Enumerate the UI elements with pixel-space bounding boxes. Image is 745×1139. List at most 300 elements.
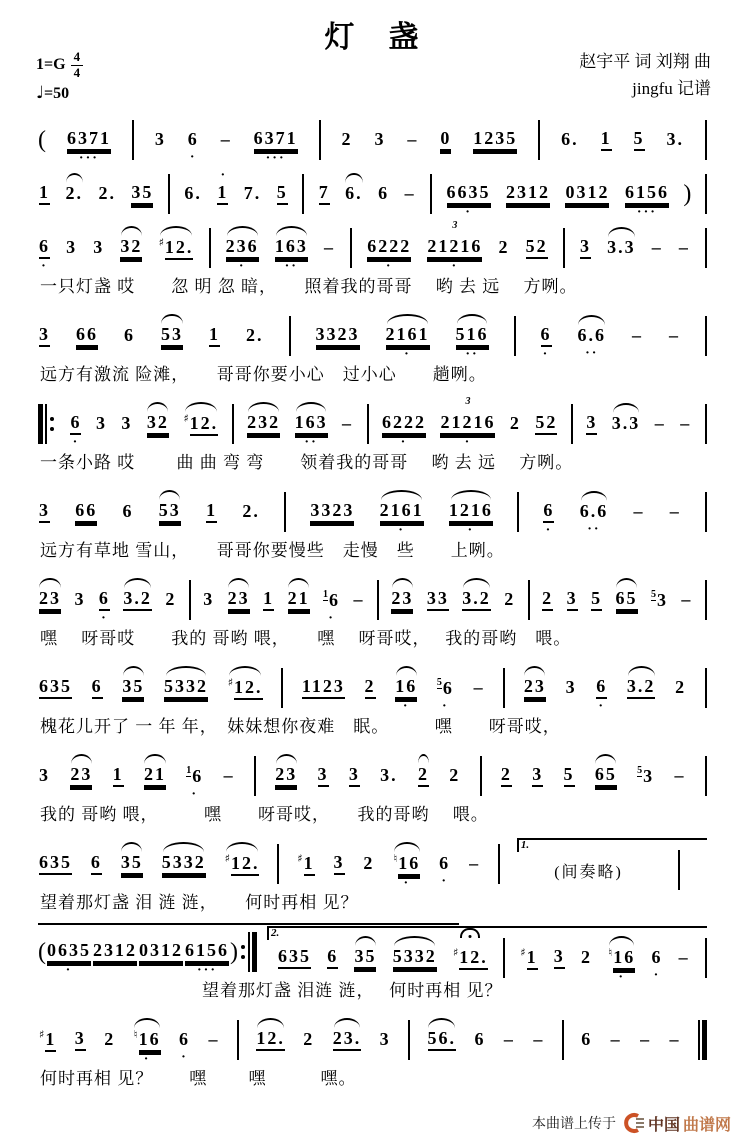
- note-text: 7: [319, 183, 330, 205]
- barline: [350, 228, 352, 268]
- barline: [430, 174, 432, 214]
- bthin: [408, 1020, 410, 1060]
- music-line: [38, 486, 707, 538]
- barline: [189, 580, 191, 620]
- slur-arc: [121, 842, 142, 852]
- note: [90, 853, 103, 875]
- qupu-site-logo[interactable]: [623, 1112, 731, 1135]
- bthin: [705, 120, 707, 160]
- note: [532, 1030, 545, 1050]
- barline: [678, 850, 680, 890]
- note-text: –: [473, 677, 485, 697]
- note: [595, 676, 608, 714]
- note: [436, 676, 455, 714]
- note: [274, 236, 309, 274]
- note: [668, 326, 681, 346]
- note-text: 35: [121, 853, 143, 875]
- note-text: 6222: [382, 413, 426, 435]
- note: [119, 237, 143, 259]
- bthin: [254, 756, 256, 796]
- time-signature: $\frac{4}{4}$: [71, 50, 84, 81]
- note-text: 0312: [565, 183, 609, 205]
- octave-dot-below: ·: [464, 435, 472, 450]
- note-text: 1: [209, 325, 220, 347]
- slur-arc: [144, 754, 165, 764]
- slur-arc: [628, 666, 655, 676]
- slur-arc: [166, 666, 207, 676]
- note: [138, 941, 184, 963]
- note-text: 33: [427, 589, 449, 611]
- octave-dot-below: ·: [181, 1050, 188, 1065]
- barline: [281, 668, 283, 708]
- barline: [377, 580, 379, 620]
- bthick: [38, 404, 43, 444]
- note: [626, 677, 657, 699]
- bthin: [571, 404, 573, 444]
- note-text: –: [404, 183, 416, 203]
- system: [38, 1014, 707, 1100]
- note: [178, 1029, 191, 1065]
- note: [362, 854, 375, 874]
- note: [650, 590, 669, 611]
- bthin: [281, 668, 283, 708]
- bthin: [705, 492, 707, 532]
- note-text: 3.: [666, 129, 684, 149]
- bthick: [702, 1020, 707, 1060]
- note: [274, 765, 298, 787]
- note: [160, 325, 184, 347]
- note-text: 2: [542, 589, 553, 611]
- note-text: 6: [651, 947, 663, 967]
- bthin: [237, 1020, 239, 1060]
- note: [103, 1030, 116, 1050]
- note-text: 32: [147, 413, 169, 435]
- barline: [238, 932, 257, 972]
- slur-arc: [524, 666, 545, 676]
- note-text: 16: [139, 1030, 161, 1052]
- note: [122, 589, 153, 611]
- barline: [705, 938, 707, 978]
- barline: [38, 404, 57, 444]
- slur-arc: [396, 666, 417, 676]
- bthin: [209, 228, 211, 268]
- note: [379, 1030, 392, 1050]
- slur-arc: [124, 578, 151, 588]
- note-text: 5: [277, 183, 288, 205]
- note: [225, 236, 260, 274]
- slur-arc: [608, 227, 635, 237]
- note: [158, 501, 182, 523]
- note-text: 6156: [185, 941, 229, 963]
- note-text: 3: [75, 1029, 86, 1051]
- octave-dot-below: ·: [542, 347, 550, 362]
- note: [287, 589, 311, 611]
- note: [540, 324, 553, 362]
- note: [302, 1030, 315, 1050]
- slur-arc: [160, 226, 192, 236]
- octave-dot-below: ·: [398, 523, 405, 538]
- note-text: 5332: [393, 947, 437, 969]
- note-text: 6: [378, 183, 390, 203]
- note-text: 635: [39, 677, 72, 699]
- octave-dot-below: ·: [328, 610, 335, 626]
- note-text: 2161: [380, 501, 424, 523]
- note: [315, 325, 361, 347]
- note: [541, 589, 554, 611]
- octave-dot-below: ·: [404, 347, 411, 362]
- note: [241, 502, 261, 522]
- note: [143, 765, 167, 787]
- bthick: [252, 932, 257, 972]
- note: [294, 412, 329, 450]
- note-text: 23: [391, 589, 413, 611]
- note-text: –: [674, 765, 686, 785]
- note-text: 2.: [242, 501, 260, 521]
- volta-bracket: [517, 838, 707, 890]
- bthin: [168, 174, 170, 214]
- note: [184, 940, 230, 978]
- slur-arc: [163, 842, 204, 852]
- octave-dot-above: ·: [220, 168, 226, 183]
- note: [665, 130, 685, 150]
- lyrics-line: 槐花儿开了 一 年 年， 妹妹想你夜难 眠。 嘿 呀哥哎，: [40, 717, 561, 736]
- slur-arc: [334, 1018, 361, 1028]
- note-text: 3: [656, 589, 668, 610]
- note: [296, 853, 315, 876]
- note-text: 163: [295, 413, 328, 435]
- note-text: –: [533, 1029, 545, 1049]
- note-text: –: [503, 1029, 515, 1049]
- note: [46, 940, 92, 978]
- barline: [480, 756, 482, 796]
- volta-bracket: [267, 926, 707, 985]
- note: [64, 184, 84, 204]
- note-text: 35: [131, 183, 153, 205]
- note-text: 6: [474, 1029, 486, 1049]
- bthin: [514, 316, 516, 356]
- note: [98, 588, 111, 626]
- grace-note: 1: [186, 764, 192, 776]
- note: [636, 766, 655, 787]
- note: [245, 326, 265, 346]
- bd: [50, 417, 54, 421]
- note: [669, 502, 682, 522]
- barline: [254, 756, 256, 796]
- note: [333, 853, 346, 875]
- note-text: 236: [226, 237, 259, 259]
- note-text: 3: [39, 765, 50, 785]
- note-text: 21216: [427, 237, 482, 259]
- note: [364, 677, 377, 699]
- music-line: [38, 750, 707, 802]
- repeat-dots: [241, 945, 245, 959]
- note: [202, 590, 215, 610]
- fermata: [460, 928, 480, 938]
- note-text: 6: [192, 765, 204, 786]
- note: [585, 413, 598, 435]
- note-text: 52: [526, 237, 548, 259]
- barline: [514, 316, 516, 356]
- repeat-dots: [50, 417, 54, 431]
- note: [563, 765, 576, 787]
- slur-arc: [276, 226, 307, 236]
- system: [38, 398, 707, 484]
- note: [525, 237, 549, 259]
- note-text: –: [640, 1029, 652, 1049]
- note-text: 23: [70, 765, 92, 787]
- note-text: 3.: [380, 765, 398, 785]
- note: [318, 183, 331, 205]
- note: [123, 326, 136, 346]
- note: [112, 765, 125, 787]
- octave-dot-below: ··: [587, 522, 601, 537]
- barline: [705, 668, 707, 708]
- note-text: –: [208, 1029, 220, 1049]
- octave-dot-below: ··: [304, 435, 318, 450]
- barline: [705, 228, 707, 268]
- note: [130, 183, 154, 205]
- bthin: [705, 404, 707, 444]
- note: [120, 414, 133, 434]
- note-text: 3: [66, 237, 78, 257]
- note: [38, 325, 51, 347]
- system: [38, 486, 707, 572]
- note-text: –: [669, 501, 681, 521]
- accidental: ♯: [39, 1027, 45, 1041]
- barline: [705, 492, 707, 532]
- note-text: 3323: [310, 501, 354, 523]
- note-text: 2: [303, 1029, 315, 1049]
- note-text: 6: [70, 413, 81, 435]
- note: [224, 853, 261, 876]
- note-text: 6: [329, 589, 341, 610]
- note: [680, 590, 693, 610]
- barline: [498, 844, 500, 884]
- note: [394, 676, 418, 714]
- note-text: 6: [442, 677, 454, 698]
- octave-dot-below: ···: [636, 205, 657, 220]
- note: [590, 589, 603, 611]
- note-text: 2: [501, 765, 512, 787]
- note: [392, 851, 421, 891]
- note-text: 21216: [440, 413, 495, 435]
- lyrics-line: 远方有激流 险滩， 哥哥你要小心 过小心 趟咧。: [40, 365, 487, 384]
- bthin: [232, 404, 234, 444]
- note: [472, 129, 518, 151]
- octave-dot-below: ···: [78, 151, 99, 166]
- note-text: 2: [509, 413, 521, 433]
- bthin: [350, 228, 352, 268]
- note-text: 1: [113, 765, 124, 787]
- note-text: 6156: [625, 183, 669, 205]
- interlude-note: (间奏略): [554, 863, 623, 881]
- note: [438, 853, 451, 889]
- note-text: –: [610, 1029, 622, 1049]
- note-text: 2: [418, 765, 429, 787]
- note-text: 52: [535, 413, 557, 435]
- note: [553, 947, 566, 969]
- bthin: [503, 938, 505, 978]
- system: [38, 926, 707, 1012]
- note: [38, 236, 51, 274]
- note: [448, 500, 494, 538]
- note: [262, 589, 275, 611]
- bthin: [302, 174, 304, 214]
- slur-arc: [595, 754, 616, 764]
- system: [38, 222, 707, 308]
- barline: [698, 1020, 707, 1060]
- system: [38, 574, 707, 660]
- note: [344, 184, 364, 204]
- note-text: 2: [449, 765, 461, 785]
- note: [38, 589, 62, 611]
- barline: [705, 404, 707, 444]
- music-line: [38, 222, 707, 274]
- note-text: –: [407, 129, 419, 149]
- note-text: 6371: [67, 129, 111, 151]
- note: [95, 414, 108, 434]
- accidental: ♯: [224, 851, 230, 865]
- note-text: 635: [39, 853, 72, 875]
- slur-arc: [229, 666, 261, 676]
- note: [352, 590, 365, 610]
- note-text: 3: [554, 947, 565, 969]
- note-text: 6: [327, 947, 338, 969]
- slur-arc: [228, 578, 249, 588]
- note-text: 516: [456, 325, 489, 347]
- note-text: –: [323, 237, 335, 257]
- note: [379, 766, 399, 786]
- note: [255, 1029, 286, 1051]
- note-text: 3.3: [607, 237, 636, 257]
- slur-arc: [71, 754, 92, 764]
- note-text: 3: [532, 765, 543, 787]
- slur-arc: [345, 173, 362, 183]
- note: [158, 237, 195, 260]
- slur-arc: [66, 173, 83, 183]
- note: [455, 324, 490, 362]
- note: [322, 588, 341, 626]
- octave-dot-below: ···: [265, 151, 286, 166]
- music-line: [38, 1014, 707, 1066]
- phrase-paren: ): [683, 181, 692, 207]
- note-text: 3: [567, 589, 578, 611]
- note-text: 3: [349, 765, 360, 787]
- note-text: 6.6: [579, 501, 609, 521]
- note: [323, 238, 336, 258]
- note: [505, 183, 551, 205]
- note-text: 53: [161, 325, 183, 347]
- note-text: 6.: [345, 183, 363, 203]
- barline: [503, 668, 505, 708]
- slur-arc: [581, 491, 608, 501]
- accidental: ♯: [520, 945, 526, 959]
- note: [38, 1029, 57, 1052]
- note-text: 1: [601, 129, 612, 151]
- note: [531, 765, 544, 787]
- note-text: –: [651, 237, 663, 257]
- note-text: 3323: [316, 325, 360, 347]
- upload-note: 本曲谱上传于: [531, 1115, 616, 1131]
- octave-dot-below: ·: [400, 435, 408, 450]
- accidental: ♯: [158, 235, 164, 249]
- accidental: ♯: [183, 411, 189, 425]
- note: [651, 238, 664, 258]
- barline: [302, 174, 304, 214]
- triplet-mark: 3: [452, 220, 458, 231]
- octave-dot-below: ··: [284, 259, 298, 274]
- accidental: ♮: [608, 945, 613, 959]
- note: [69, 412, 82, 450]
- note-text: –: [633, 501, 645, 521]
- note-text: 2: [365, 677, 376, 699]
- accidental: ♮: [133, 1027, 138, 1041]
- note: [277, 947, 312, 969]
- note-text: 3: [586, 413, 597, 435]
- note-text: 6: [541, 325, 552, 347]
- key-tempo-block: [36, 50, 83, 106]
- bthin: [562, 1020, 564, 1060]
- note-text: 35: [354, 947, 376, 969]
- octave-dot-below: ·: [598, 699, 606, 714]
- triplet-mark: 3: [465, 396, 471, 407]
- barline: [705, 120, 707, 160]
- note-text: 21: [288, 589, 310, 611]
- barline: [705, 580, 707, 620]
- note: [381, 412, 427, 450]
- note: [243, 184, 263, 204]
- note: [301, 677, 346, 699]
- slur-arc: [394, 936, 435, 946]
- note-text: 3: [203, 589, 215, 609]
- slur-arc: [381, 490, 422, 500]
- note: [121, 677, 145, 699]
- octave-dot-below: ·: [72, 435, 80, 450]
- volta-number: 1.: [520, 839, 530, 851]
- music-line: [38, 114, 707, 166]
- bthin: [132, 120, 134, 160]
- note: [187, 129, 200, 165]
- note: [669, 1030, 682, 1050]
- barline: [367, 404, 369, 444]
- slur-arc: [288, 578, 309, 588]
- barline: [538, 120, 540, 160]
- note: [185, 764, 204, 802]
- volta-continuation-line: [38, 923, 459, 925]
- bthin: [45, 404, 47, 444]
- note-text: 23.: [333, 1029, 362, 1051]
- note: [38, 677, 73, 699]
- slur-arc: [578, 315, 605, 325]
- note: [122, 502, 135, 522]
- slur-arc: [226, 842, 258, 852]
- transcriber: jingfu 记谱: [632, 79, 711, 99]
- bthin: [277, 844, 279, 884]
- note-text: –: [678, 237, 690, 257]
- note: [650, 947, 663, 983]
- accidental: ♯: [297, 851, 303, 865]
- note: [317, 765, 330, 787]
- octave-dot-below: ·: [451, 259, 459, 274]
- note-text: 1: [263, 589, 274, 611]
- octave-dot-below: ·: [41, 259, 48, 274]
- note-text: 65: [616, 589, 638, 611]
- lyrics-line: 一条小路 哎 曲 曲 弯 弯 领着我的哥哥 哟 去 远 方咧。: [40, 453, 574, 472]
- note-text: 23: [228, 589, 250, 611]
- key-signature: 1=G $\frac{4}{4}$: [36, 50, 83, 81]
- note: [678, 948, 691, 968]
- note: [227, 589, 251, 611]
